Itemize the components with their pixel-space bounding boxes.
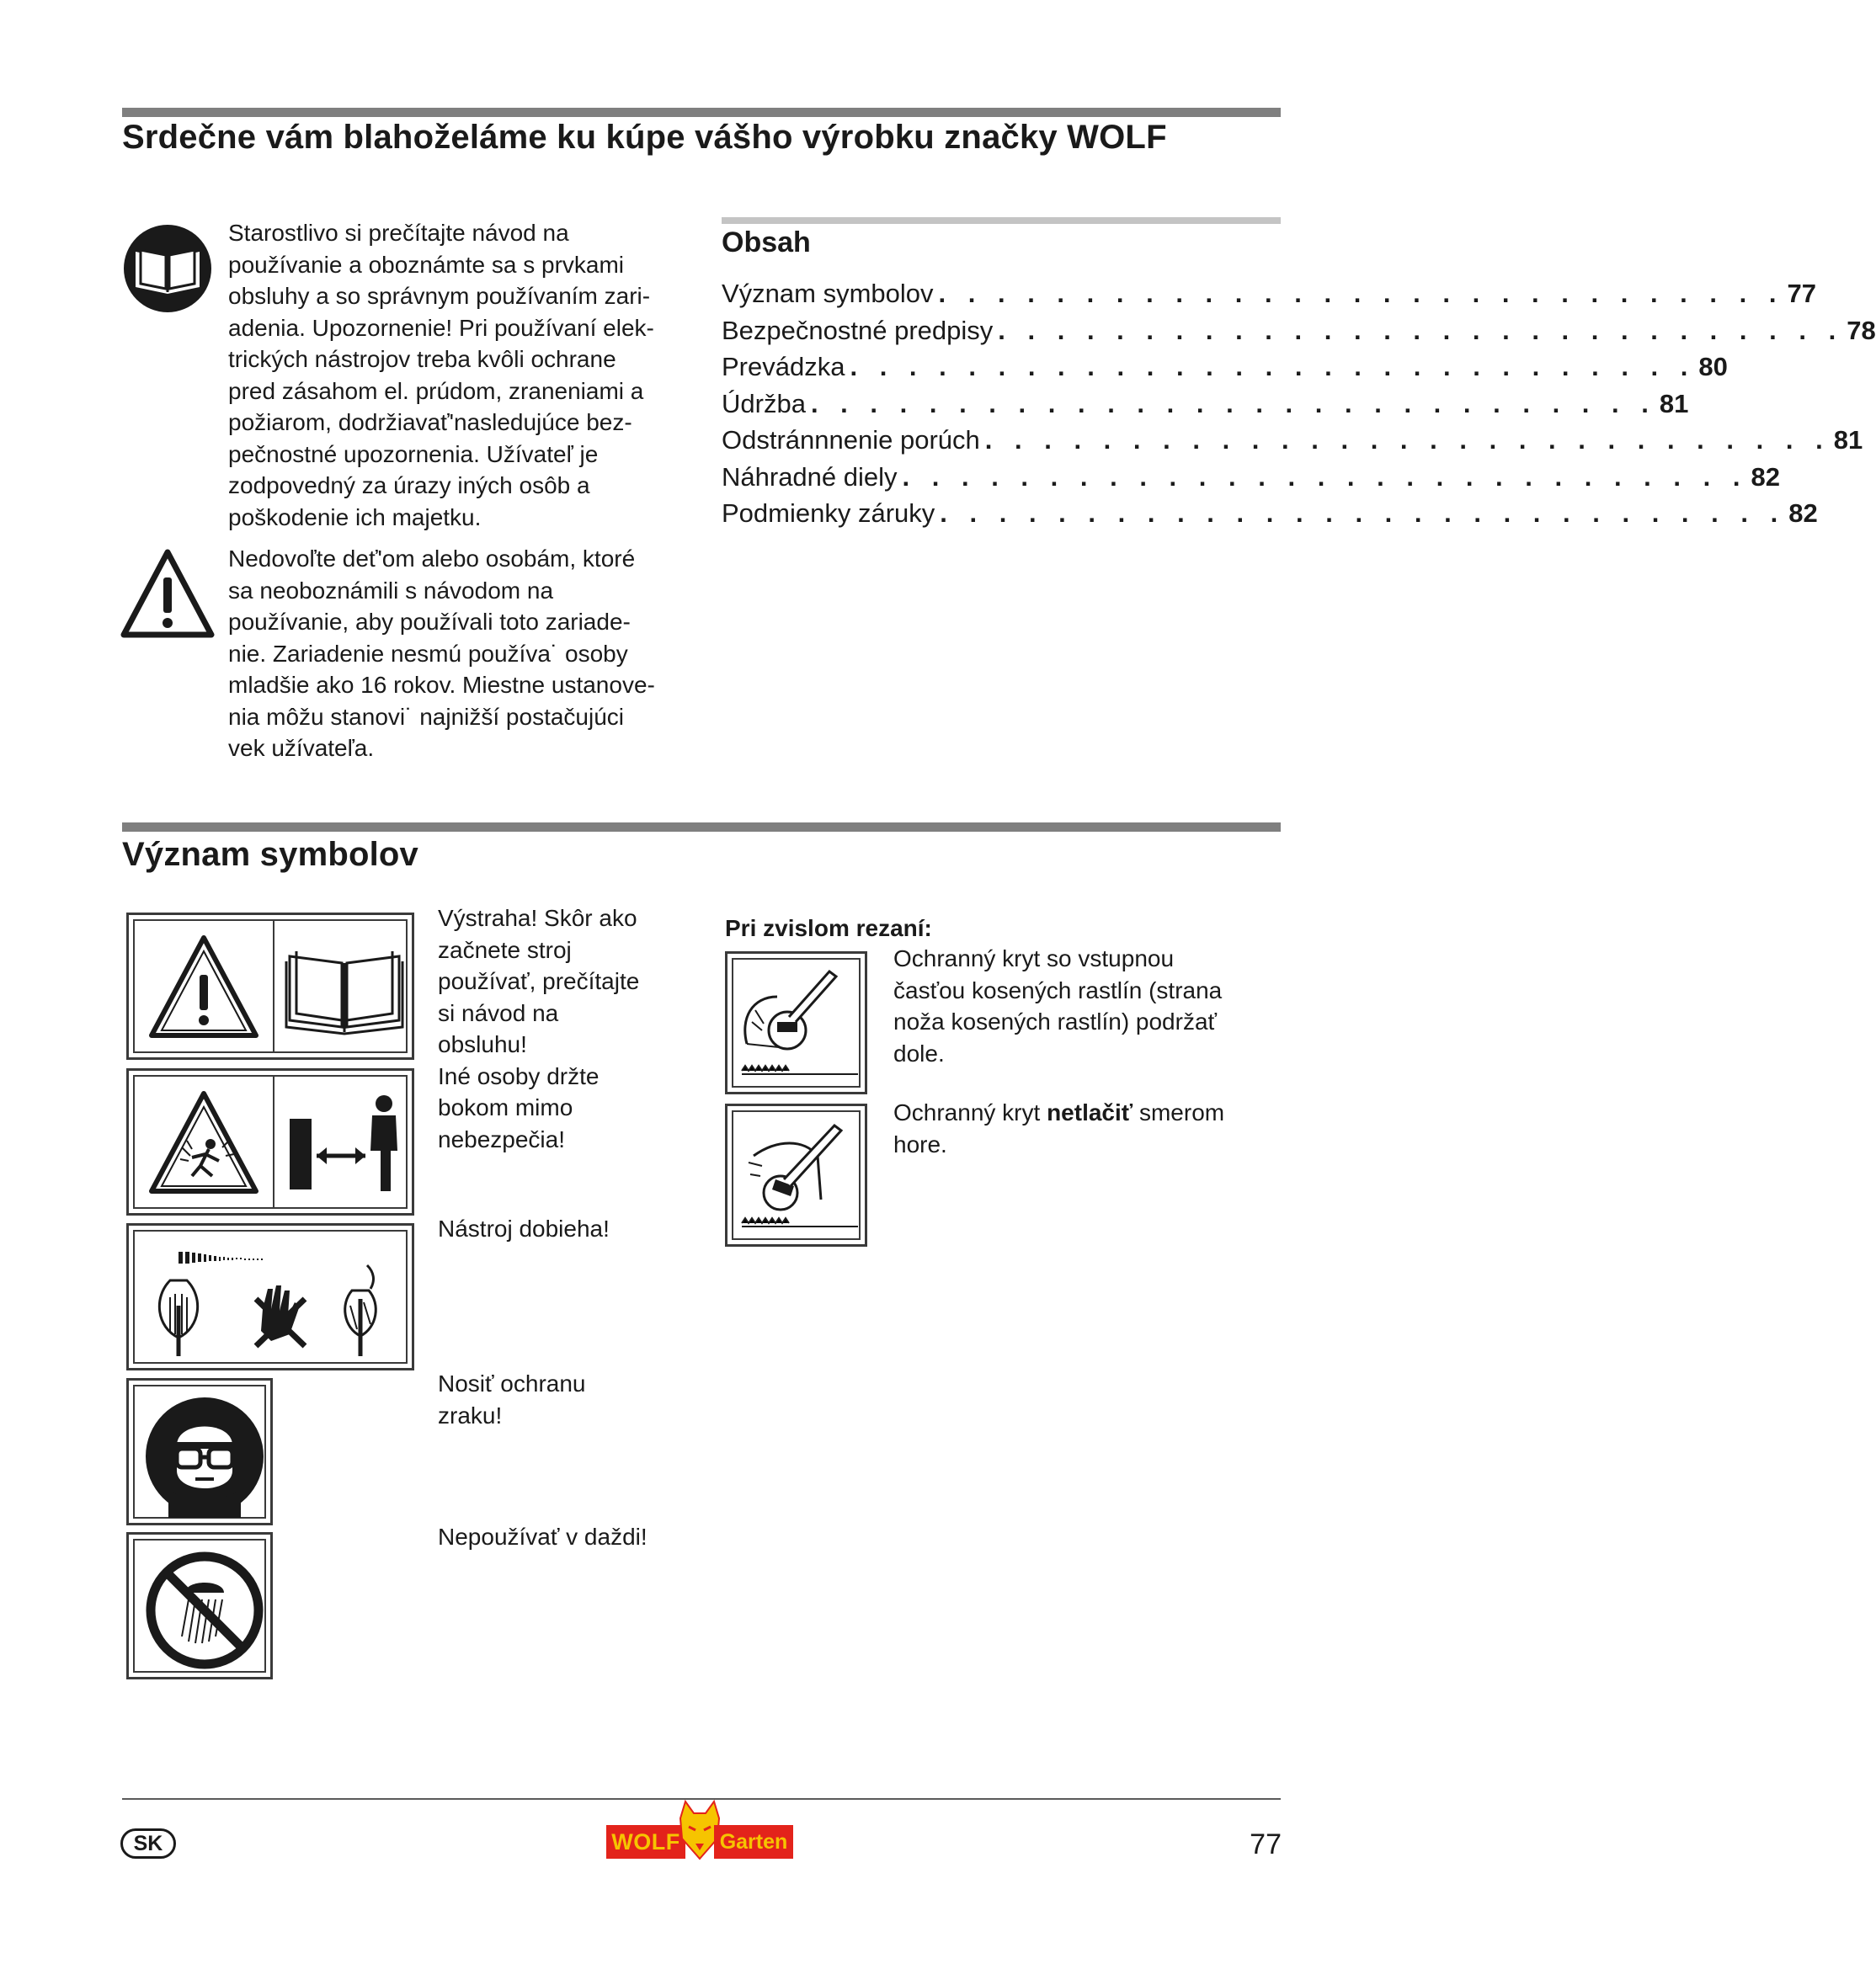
- text-line: mladšie ako 16 rokov. Miestne ustanove-: [228, 672, 655, 698]
- read-manual-icon: [122, 223, 213, 314]
- caption-guard-up: [893, 1097, 1224, 1160]
- symbols-rule: [122, 822, 1281, 832]
- toc-item[interactable]: [722, 388, 1689, 426]
- trimmer-guard-up-icon: [737, 1115, 861, 1240]
- toc-rule: [722, 217, 1281, 224]
- logo-right-text: Garten: [719, 1829, 788, 1854]
- text-line: nia môžu stanovi˙ najnižší postačujúci: [228, 703, 625, 730]
- warning-text: [228, 543, 655, 764]
- text-line: dole.: [893, 1040, 945, 1067]
- symbol-divider: [273, 1077, 274, 1207]
- text-line: Nosiť ochranu: [438, 1370, 586, 1397]
- symbol-warning-read: [126, 913, 414, 1060]
- toc-item[interactable]: [722, 498, 1818, 535]
- symbol-frame: [732, 1110, 861, 1240]
- caption-guard-down: [893, 943, 1222, 1069]
- caption-no-rain: [438, 1521, 648, 1553]
- text-fragment: Ochranný kryt: [893, 1099, 1047, 1126]
- wolf-garten-logo: [606, 1801, 793, 1860]
- text-line: používanie, aby používali toto zariade-: [228, 609, 631, 635]
- text-line: pečnostné upozornenia. Užívateľ je: [228, 440, 599, 467]
- text-line: zraku!: [438, 1402, 503, 1429]
- logo-left-text: WOLF: [611, 1828, 680, 1855]
- symbol-keep-away: [126, 1068, 414, 1216]
- text-line: Nedovoľte deť'om alebo osobám, ktoré: [228, 545, 636, 572]
- text-line: používanie a oboznámte sa s prvkami: [228, 251, 625, 278]
- toc-item-label: Náhradné diely: [722, 461, 898, 492]
- text-line: Nástroj dobieha!: [438, 1216, 610, 1242]
- symbol-guard-up: [725, 1104, 867, 1247]
- toc-item-label: Prevádzka: [722, 352, 845, 381]
- toc-item-page: 81: [1833, 425, 1863, 455]
- text-fragment: smerom: [1133, 1099, 1225, 1126]
- toc-item-page: 82: [1751, 461, 1780, 492]
- toc-dots: . . . . . . . . . . . . . . . . . . . . . . . . . . . . .: [850, 352, 1696, 381]
- symbols-title: Význam symbolov: [122, 836, 419, 873]
- caption-eye-protection: [438, 1368, 585, 1431]
- read-manual-text: [228, 217, 654, 533]
- toc-item-label: Údržba: [722, 388, 806, 418]
- toc-dots: . . . . . . . . . . . . . . . . . . . . . . . . . . . . .: [938, 279, 1784, 308]
- toc-item-page: 82: [1788, 498, 1818, 528]
- text-line: sa neoboznámili s návodom na: [228, 577, 554, 604]
- vertical-cut-heading: Pri zvislom rezaní:: [725, 915, 932, 941]
- text-line: časťou kosených rastlín (strana: [893, 977, 1223, 1003]
- logo-right-box: [714, 1825, 793, 1859]
- toc-item[interactable]: [722, 352, 1728, 389]
- no-rain-icon: [143, 1549, 266, 1672]
- footer-rule: [122, 1798, 1281, 1800]
- symbol-guard-down: [725, 951, 867, 1094]
- page-title: Srdečne vám blahoželáme ku kúpe vášho výrobku značky WOLF: [122, 119, 1167, 156]
- text-line: začnete stroj: [438, 936, 572, 963]
- language-code: SK: [133, 1831, 163, 1855]
- symbol-eye-protection: [126, 1378, 273, 1525]
- text-line: Výstraha! Skôr ako: [438, 905, 637, 931]
- toc-item[interactable]: [722, 461, 1780, 499]
- header-rule: [122, 108, 1281, 117]
- toc-dots: . . . . . . . . . . . . . . . . . . . . . . . . . . . . .: [998, 315, 1844, 345]
- text-line: vek užívateľa.: [228, 735, 375, 761]
- symbol-frame: [732, 958, 861, 1088]
- text-line: obsluhu!: [438, 1031, 527, 1057]
- toc-item[interactable]: [722, 279, 1816, 316]
- text-line: pred zásahom el. prúdom, zraneniami a: [228, 377, 644, 404]
- symbol-frame: [133, 1230, 408, 1364]
- caption-tool-runs-on: [438, 1213, 610, 1245]
- runs-on-icon: [145, 1247, 411, 1360]
- symbol-no-rain: [126, 1532, 273, 1679]
- text-line: nebezpečia!: [438, 1126, 566, 1152]
- text-line: adenia. Upozornenie! Pri používaní elek-: [228, 314, 654, 341]
- symbol-frame: [133, 1385, 266, 1519]
- text-line: Nepoužívať v daždi!: [438, 1524, 648, 1550]
- symbol-tool-runs-on: [126, 1223, 414, 1370]
- toc-list: [722, 279, 1876, 535]
- keep-distance-icon: [285, 1092, 406, 1196]
- toc-dots: . . . . . . . . . . . . . . . . . . . . . . . . . . . . .: [940, 498, 1786, 528]
- toc-item-page: 78: [1847, 315, 1876, 345]
- toc-item-page: 80: [1698, 352, 1728, 381]
- toc-dots: . . . . . . . . . . . . . . . . . . . . . . . . . . . . .: [984, 425, 1831, 455]
- toc-item-label: Význam symbolov: [722, 279, 934, 308]
- toc-title: Obsah: [722, 226, 811, 258]
- toc-item[interactable]: [722, 315, 1876, 353]
- trimmer-guard-down-icon: [737, 963, 861, 1088]
- text-line: obsluhy a so správnym používaním zari-: [228, 283, 651, 309]
- page-number: 77: [1250, 1828, 1282, 1860]
- warning-triangle-icon: [147, 933, 261, 1042]
- caption-warning-read: [438, 902, 639, 1155]
- text-line: Starostlivo si prečítajte návod na: [228, 220, 569, 246]
- toc-item-label: Bezpečnostné predpisy: [722, 315, 994, 345]
- text-line: trických nástrojov treba kvôli ochrane: [228, 346, 616, 372]
- toc-item[interactable]: [722, 425, 1863, 462]
- text-line: bokom mimo: [438, 1094, 573, 1120]
- book-icon: [283, 939, 406, 1039]
- text-line: zodpovedný za úrazy iných osôb a: [228, 472, 590, 498]
- text-line: noža kosených rastlín) podržať: [893, 1008, 1218, 1035]
- toc-item-label: Podmienky záruky: [722, 498, 935, 528]
- text-line: nie. Zariadenie nesmú používa˙ osoby: [228, 640, 628, 667]
- toc-item-label: Odstránnnenie porúch: [722, 425, 980, 455]
- toc-item-page: 77: [1787, 279, 1816, 308]
- text-line: si návod na: [438, 999, 559, 1026]
- text-line: Iné osoby držte: [438, 1062, 600, 1089]
- text-line: Ochranný kryt so vstupnou: [893, 945, 1175, 971]
- toc-dots: . . . . . . . . . . . . . . . . . . . . . . . . . . . . .: [810, 388, 1656, 418]
- warning-triangle-icon: [120, 547, 215, 641]
- text-line: používať, prečítajte: [438, 968, 640, 994]
- eye-protection-icon: [143, 1395, 266, 1518]
- text-line: [893, 1097, 1224, 1129]
- text-line: požiarom, dodržiavať'nasledujúce bez-: [228, 409, 632, 435]
- language-badge: [120, 1828, 176, 1859]
- symbol-frame: [133, 919, 408, 1053]
- toc-dots: . . . . . . . . . . . . . . . . . . . . . . . . . . . . .: [902, 461, 1748, 492]
- symbol-divider: [273, 921, 274, 1051]
- text-line: hore.: [893, 1131, 947, 1157]
- symbol-frame: [133, 1539, 266, 1673]
- text-line: poškodenie ich majetku.: [228, 503, 482, 530]
- thrown-objects-icon: [147, 1088, 261, 1198]
- text-emphasis: netlačiť: [1047, 1099, 1133, 1126]
- logo-left-box: [606, 1825, 685, 1859]
- symbol-frame: [133, 1075, 408, 1209]
- toc-item-page: 81: [1659, 388, 1689, 418]
